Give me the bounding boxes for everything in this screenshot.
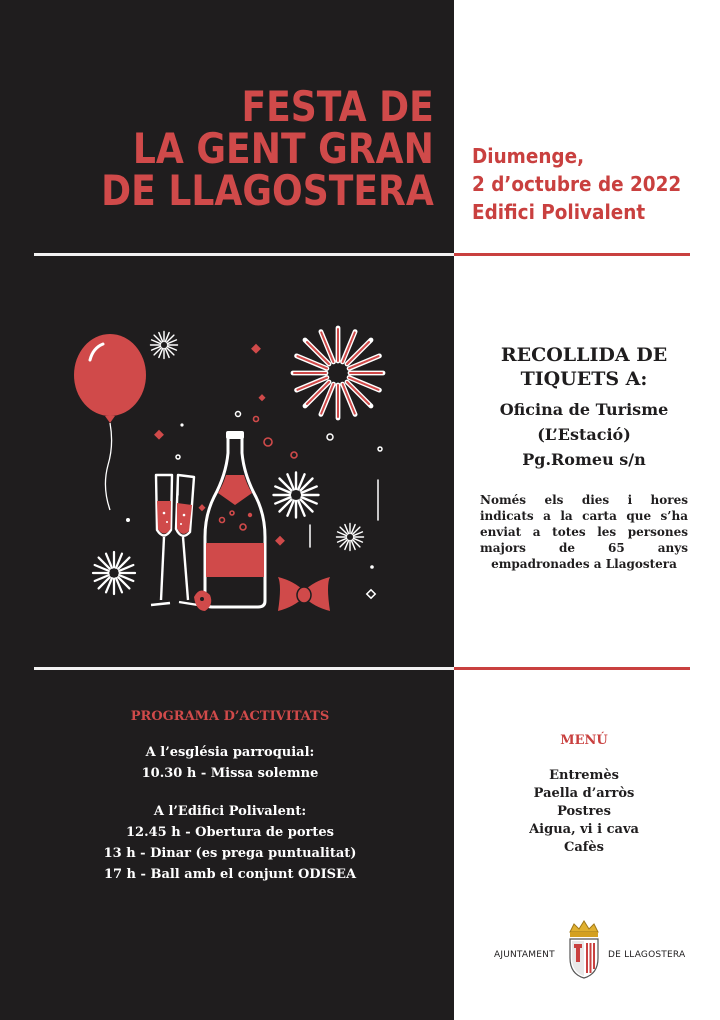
program-venue-heading: A l’Edifici Polivalent:: [153, 804, 307, 819]
tickets-place: [466, 397, 702, 472]
tickets-place-line-1: Oficina de Turisme: [499, 400, 669, 419]
menu-item: Postres: [557, 804, 611, 819]
champagne-glasses-icon: [151, 475, 198, 605]
program-item: 10.30 h - Missa solemne: [141, 766, 319, 781]
celebration-illustration: [60, 315, 400, 615]
tickets-place-line-2: (L’Estació): [537, 425, 631, 444]
event-title: [101, 82, 434, 215]
title-line-3: DE LLAGOSTERA: [101, 166, 434, 215]
menu-item: Paella d’arròs: [533, 786, 635, 801]
program-heading: PROGRAMA D’ACTIVITATS: [130, 709, 330, 724]
title-line-2: LA GENT GRAN: [133, 124, 434, 173]
ticket-info: [466, 343, 702, 572]
bow-tie-icon: [278, 577, 330, 611]
date-line-3: Edifici Polivalent: [472, 200, 646, 224]
logo-text-left: AJUNTAMENT: [494, 950, 555, 960]
program-item: 13 h - Dinar (es prega puntualitat): [103, 846, 357, 861]
divider-bottom: [34, 667, 690, 670]
menu-section: [466, 732, 702, 857]
coat-of-arms-icon: [564, 918, 604, 982]
divider-top: [34, 253, 690, 256]
tickets-heading-line-2: TIQUETS A:: [520, 368, 648, 390]
program-item: 17 h - Ball amb el conjunt ODISEA: [103, 867, 357, 882]
tickets-place-line-3: Pg.Romeu s/n: [522, 450, 646, 469]
tickets-note: Només els dies i hores indicats a la carta que s’ha enviat a totes les persones majors de 65 anys empadronades a Llagostera: [480, 493, 688, 571]
balloon-icon: [74, 334, 146, 510]
town-hall-logo: [490, 918, 700, 988]
event-date: [472, 142, 681, 226]
menu-item: Aigua, vi i cava: [529, 822, 639, 837]
logo-text-right: DE LLAGOSTERA: [608, 950, 686, 960]
menu-item: Cafès: [564, 840, 604, 855]
date-line-2: 2 d’octubre de 2022: [472, 172, 682, 196]
menu-heading: MENÚ: [560, 733, 608, 748]
champagne-bottle-icon: [205, 431, 265, 607]
program-item: 12.45 h - Obertura de portes: [125, 825, 334, 840]
date-line-1: Diumenge,: [472, 144, 585, 168]
menu-item: Entremès: [549, 768, 619, 783]
program-church-heading: A l’església parroquial:: [145, 745, 315, 760]
activity-program: [60, 708, 400, 885]
tickets-heading-line-1: RECOLLIDA DE: [500, 344, 668, 366]
title-line-1: FESTA DE: [241, 82, 434, 131]
